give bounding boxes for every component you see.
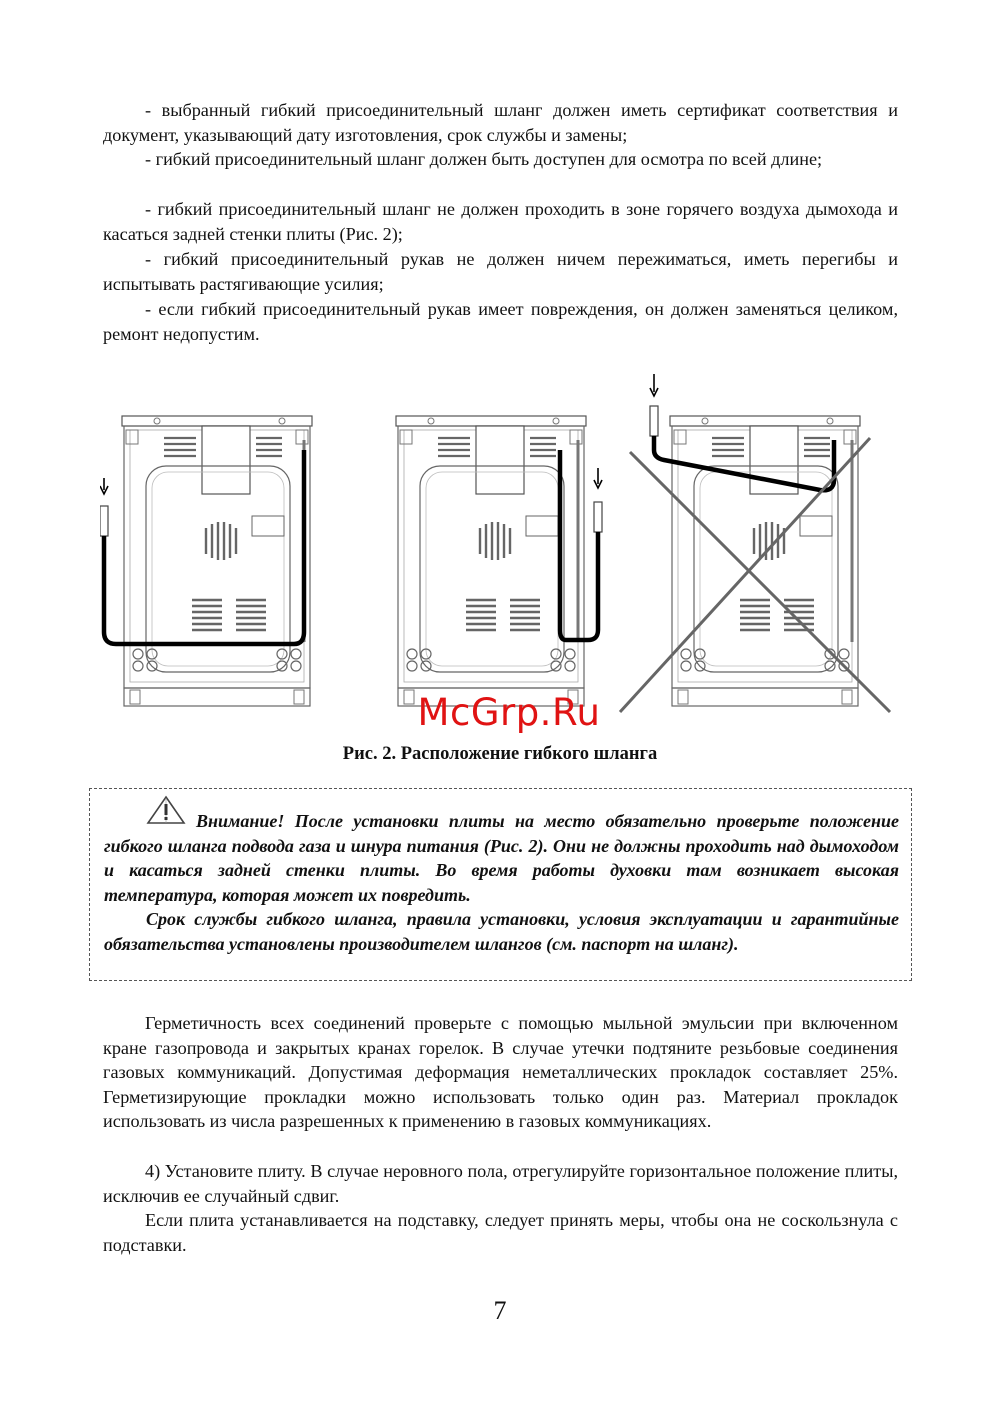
figure-caption: Рис. 2. Расположение гибкого шланга bbox=[342, 744, 658, 764]
stove-illustration bbox=[100, 368, 900, 740]
paragraph-certificate: - выбранный гибкий присоединительный шланг должен иметь сертификат соответствия и документ, указывающий дату изготовления, срок службы и замены; bbox=[103, 100, 898, 145]
warning-paragraph-2: Срок службы гибкого шланга, правила установки, условия эксплуатации и гарантийные обязательства установлены производителем шлангов (см. паспорт на шланг). bbox=[104, 909, 899, 954]
paragraph-stand: Если плита устанавливается на подставку, следует принять меры, чтобы она не соскользнула с подставки. bbox=[103, 1210, 898, 1255]
warning-notice-box bbox=[89, 788, 912, 981]
warning-notice-text bbox=[104, 809, 899, 957]
stove-incorrect-right bbox=[620, 374, 890, 712]
page-number: 7 bbox=[493, 1296, 507, 1325]
stove-correct-left bbox=[100, 416, 312, 706]
paragraph-damage: - если гибкий присоединительный рукав имеет повреждения, он должен заменяться целиком, ремонт недопустим. bbox=[103, 299, 898, 344]
watermark-logo: McGrp.Ru bbox=[417, 691, 601, 734]
paragraph-install: 4) Установите плиту. В случае неровного пола, отрегулируйте горизонтальное положение плиты, исключив ее случайный сдвиг. bbox=[103, 1161, 898, 1206]
paragraph-accessible: - гибкий присоединительный шланг должен быть доступен для осмотра по всей длине; bbox=[145, 149, 823, 169]
paragraph-hot-air: - гибкий присоединительный шланг не должен проходить в зоне горячего воздуха дымохода и касаться задней стенки плиты (Рис. 2); bbox=[103, 199, 898, 244]
paragraph-tightness: Герметичность всех соединений проверьте с помощью мыльной эмульсии при включенном кране газопровода и закрытых кранах горелок. В случае утечки подтяните резьбовые соединения газовых коммуникаций. Допустимая деформация неметаллических прокладок составляет 25%. Герметизирующие прокладки можно использовать только один раз. Материал прокладок использовать из числа разрешенных к применению в газовых коммуникациях. bbox=[103, 1013, 898, 1132]
figure-hose-placement bbox=[100, 368, 900, 740]
warning-paragraph-1: Внимание! После установки плиты на место обязательно проверьте положение гибкого шланга подвода газа и шнура питания (Рис. 2). Они не должны проходить над дымоходом и касаться задней стенки плиты. Во время работы духовки там возникает высокая температура, которая может их повредить. bbox=[104, 811, 899, 905]
paragraph-no-pinch: - гибкий присоединительный рукав не должен ничем пережиматься, иметь перегибы и испытывать растягивающие усилия; bbox=[103, 249, 898, 294]
stove-correct-middle bbox=[396, 416, 602, 706]
